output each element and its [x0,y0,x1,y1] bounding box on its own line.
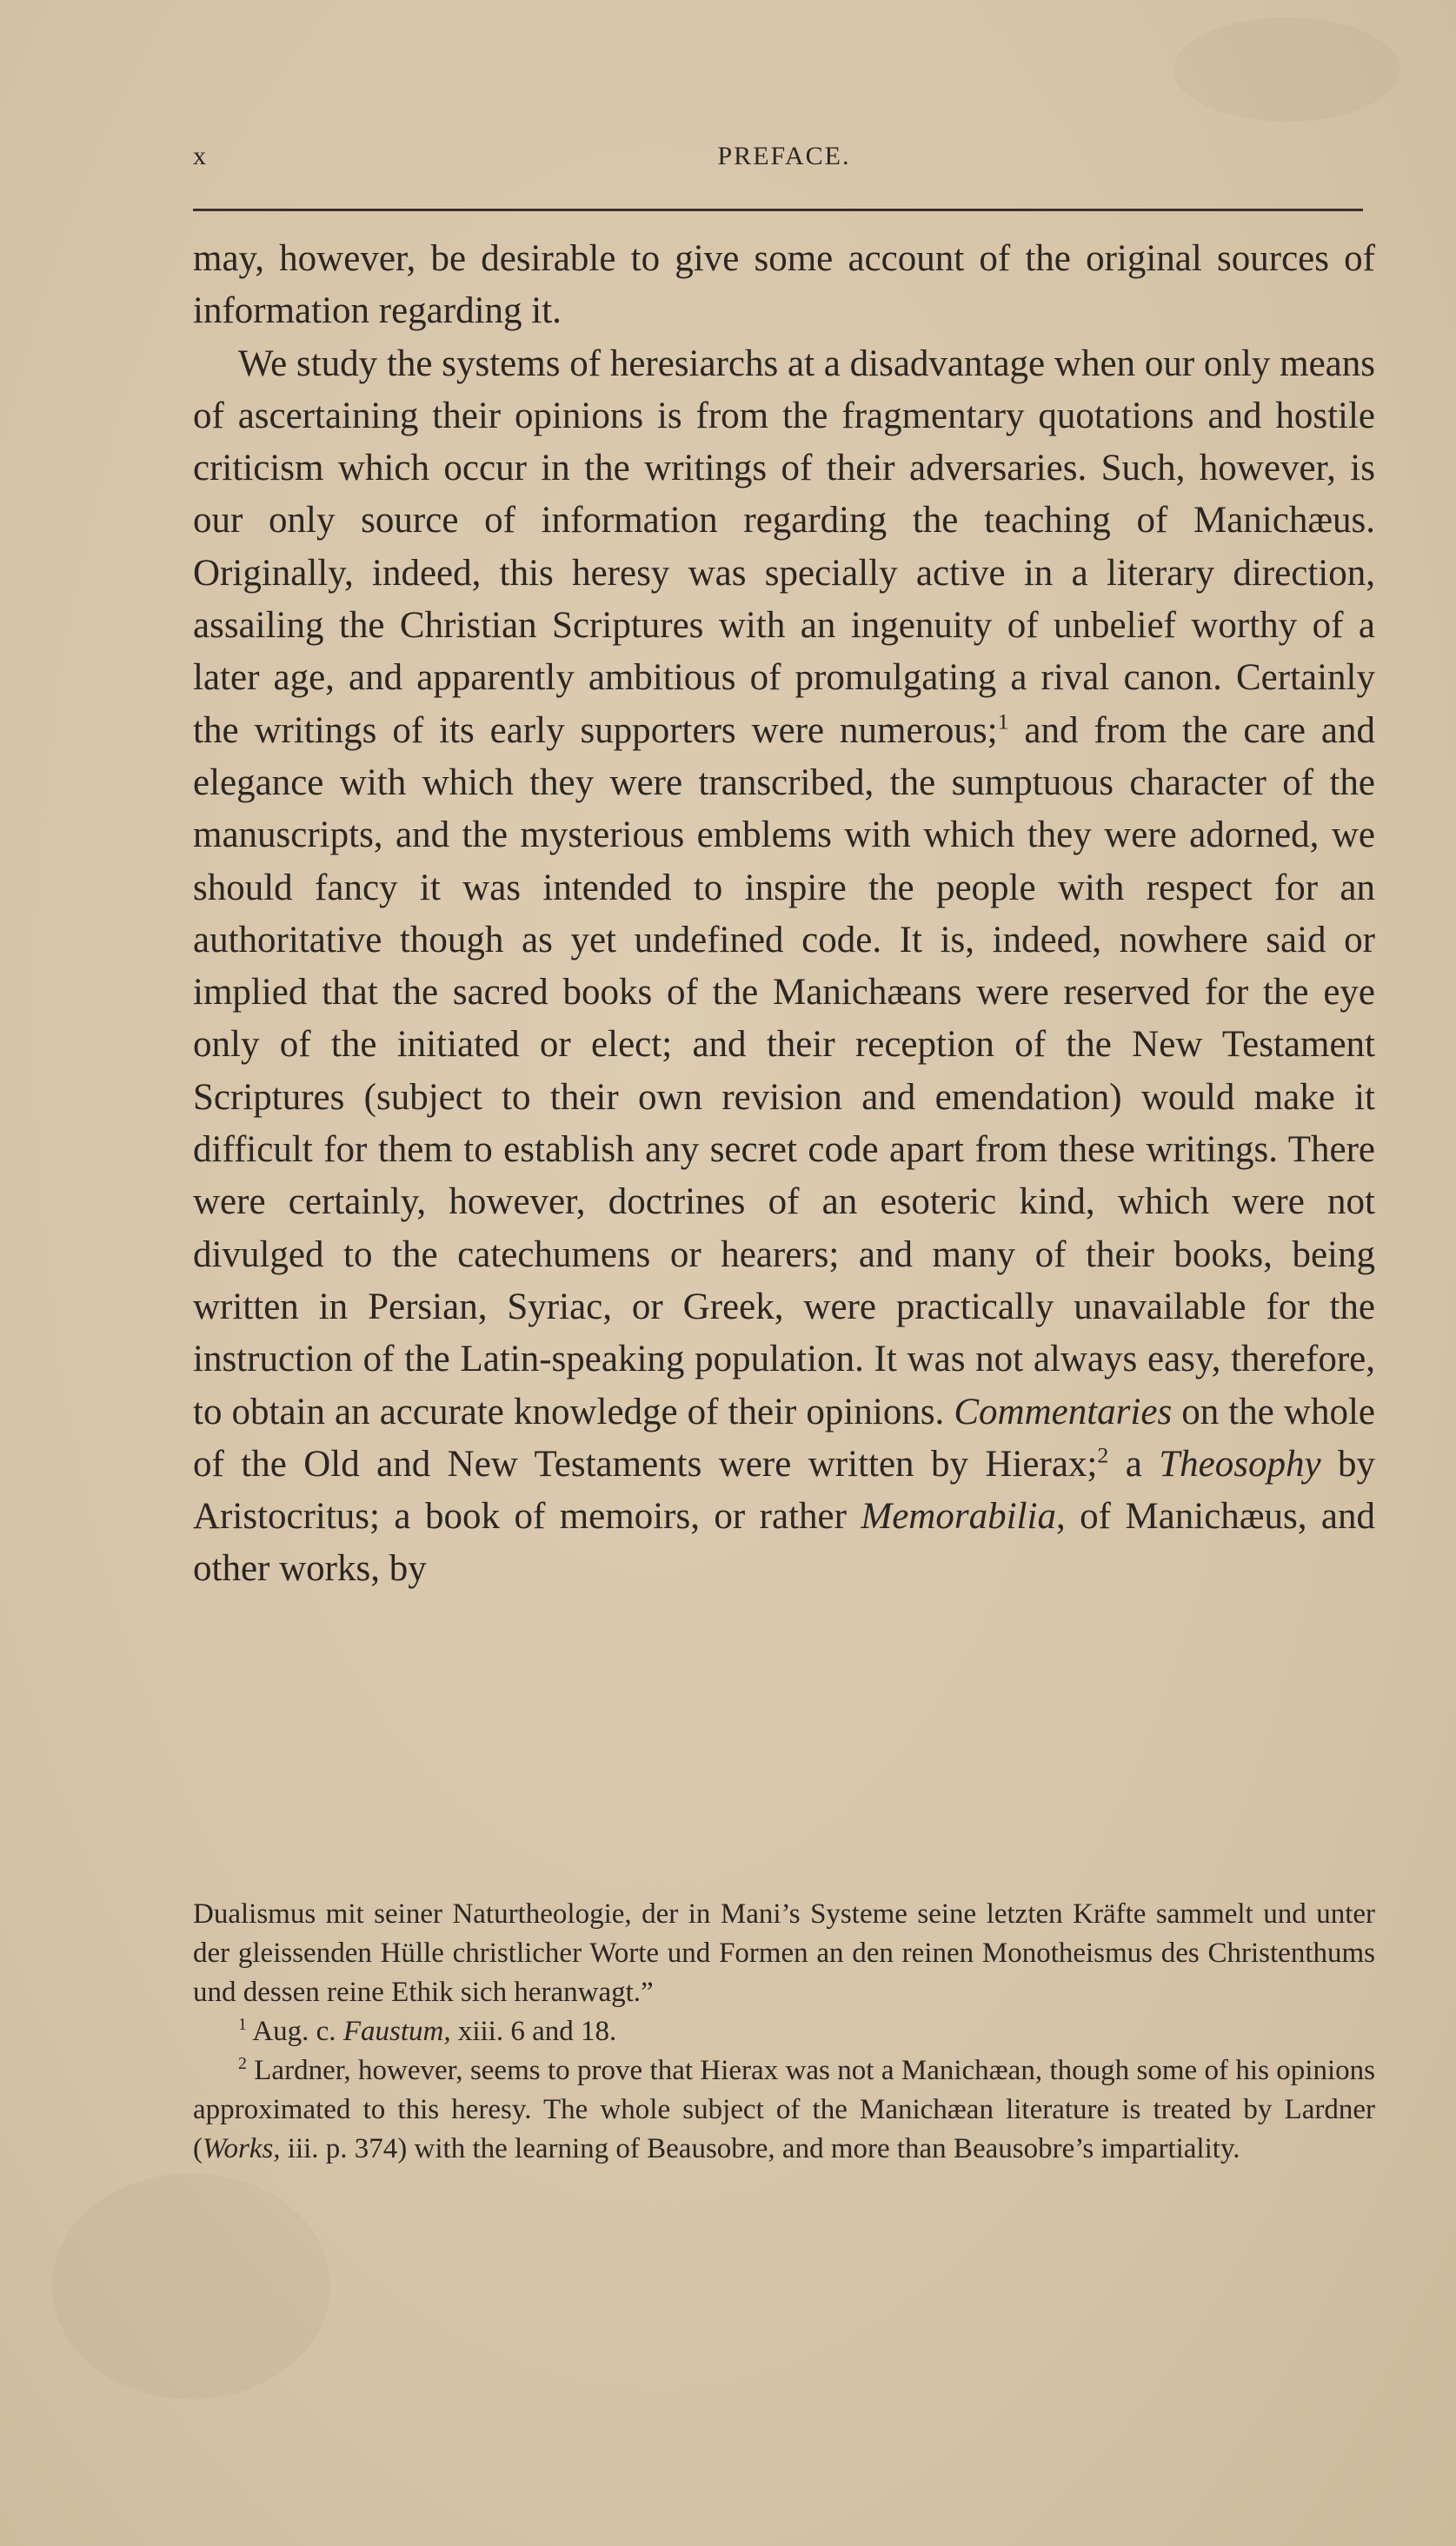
paper-stain [52,2173,330,2399]
footnote-mark: 2 [238,2054,247,2073]
main-text [193,233,1375,1596]
footnote-mark: 1 [238,2015,247,2034]
italic-term: Works, [203,2133,281,2164]
text-run: a [1108,1443,1160,1485]
footnote-continued: Dualismus mit seiner Naturtheologie, der in Mani’s Systeme seine letzten Kräfte sammelt und unter der gleissenden Hülle christlicher Worte und Formen an den reinen Monotheismus des Christenthums und dessen reine Ethik sich heranwagt.” [193,1898,1375,2008]
page-number: x [193,142,207,170]
text-run: xiii. 6 and 18. [450,2016,617,2047]
italic-term: Theosophy [1159,1443,1321,1485]
text-run: , of Manichæus, and other works, by [193,1496,1375,1590]
running-head: PREFACE. [717,142,851,170]
text-run: and from the care and elegance with which they were transcribed, the sumptuous character of the manuscripts, and the mysterious emblems with which they were adorned, we should fancy it was intended to inspire the people with respect for an authoritative though as yet undefined code. It is, indeed, nowhere said or implied that the sacred books of the Manichæans were reserved for the eye only of the initiated or elect; and their reception of the New Testament Scriptures (subject to their own revision and emendation) would make it difficult for them to establish any secret code apart from these writings. There were certainly, however, doctrines of an esoteric kind, which were not divulged to the catechumens or hearers; and many of their books, being written in Persian, Syriac, or Greek, were practically unavailable for the instruction of the Latin-speaking population. It was not always easy, therefore, to obtain an accurate knowledge of their opinions. [193,709,1375,1433]
italic-term: Commentaries [954,1391,1173,1433]
italic-term: Faustum, [342,2016,451,2047]
footnotes [193,1895,1375,2169]
text-run: on the whole of the Old and New Testaments were written by Hierax; [193,1391,1375,1485]
text-run: Aug. c. [246,2016,343,2047]
page-header [193,142,1375,185]
paragraph-continued: may, however, be desirable to give some account of the original sources of information regarding it. [193,238,1375,332]
text-run: Lardner, however, seems to prove that Hierax was not a Manichæan, though some of his opinions approximated to this heresy. The whole subject of the Manichæan literature is treated by Lardner ( [193,2055,1375,2164]
text-run: We study the systems of heresiarchs at a disadvantage when our only means of ascertaining their opinions is from the fragmentary quotations and hostile criticism which occur in the writings of their adversaries. Such, however, is our only source of information regarding the teaching of Manichæus. Originally, indeed, this heresy was specially active in a literary direction, assailing the Christian Scriptures with an ingenuity of unbelief worthy of a later age, and apparently ambitious of promulgating a rival canon. Certainly the writings of its early supporters were numerous; [193,342,1375,751]
italic-term: Memorabilia [861,1496,1056,1538]
footnote-1 [193,2012,1375,2051]
paper-stain [1173,17,1399,122]
footnote-reference: 1 [997,708,1009,735]
footnote-reference: 2 [1097,1442,1109,1468]
footnote-2 [193,2051,1375,2169]
header-rule [193,209,1363,211]
text-run: iii. p. 374) with the learning of Beausobre, and more than Beausobre’s impartiality. [280,2133,1240,2164]
text-run: by Aristocritus; a book of memoirs, or rather [193,1443,1375,1538]
paragraph [193,338,1375,1596]
